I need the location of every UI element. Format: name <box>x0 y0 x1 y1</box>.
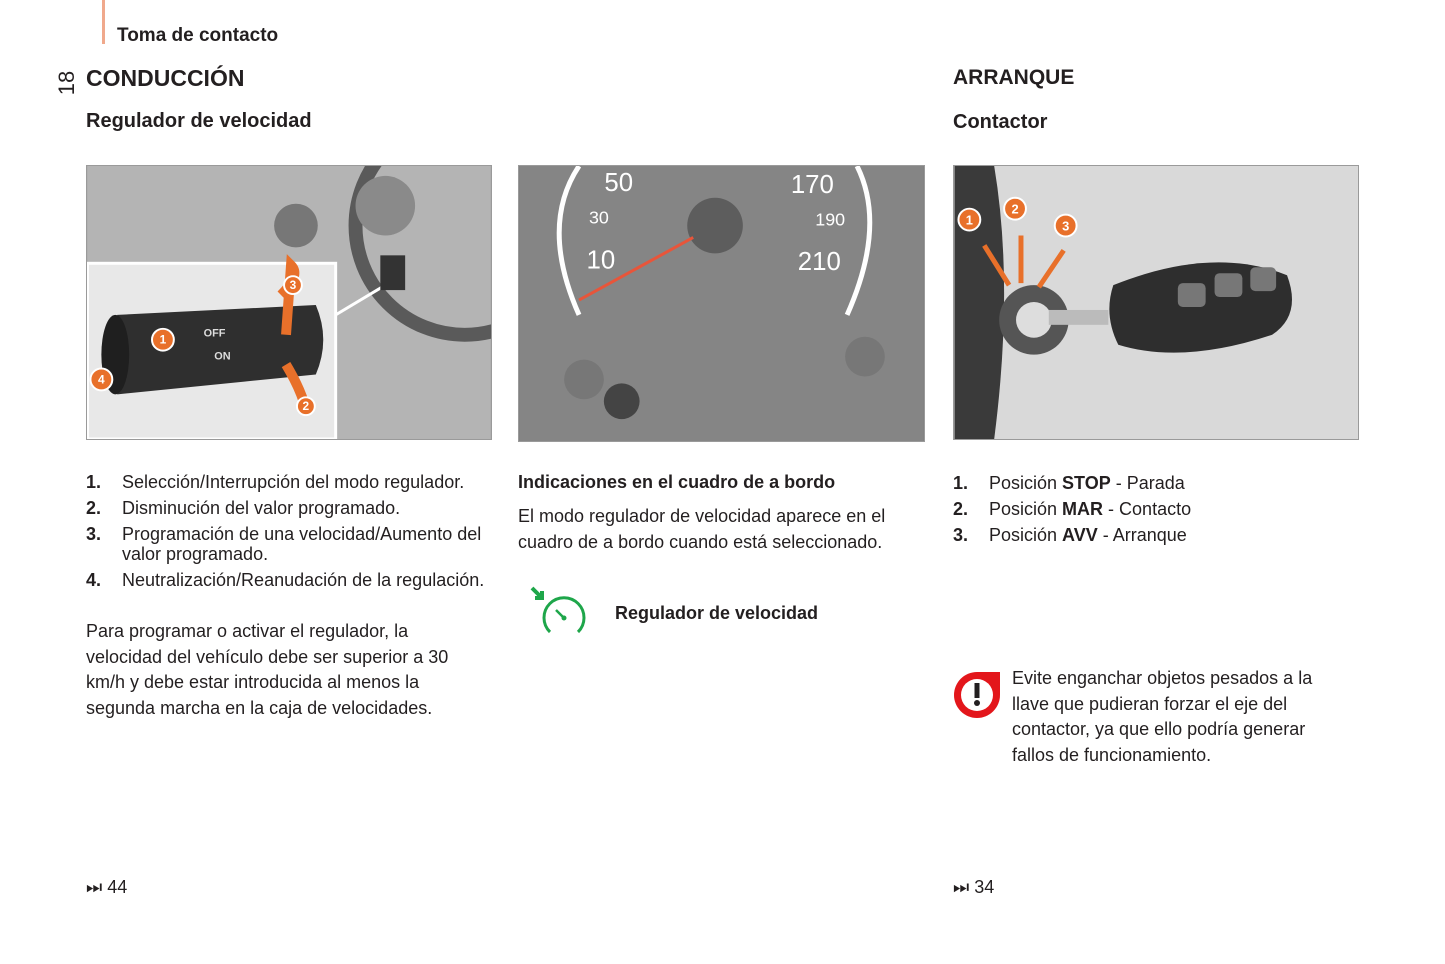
page-reference-44[interactable] <box>86 877 127 898</box>
section-title: Toma de contacto <box>117 25 279 46</box>
item-suffix: - Contacto <box>1103 499 1192 519</box>
page-reference-34[interactable] <box>953 877 994 898</box>
on-label: ON <box>214 350 231 363</box>
list-item <box>953 525 1353 545</box>
gauge-label: 190 <box>815 209 846 230</box>
item-number: 1. <box>86 472 102 492</box>
arranque-title: ARRANQUE <box>953 66 1075 89</box>
position-code: STOP <box>1062 473 1111 493</box>
gauge-label: 50 <box>604 168 634 197</box>
callout-4: 4 <box>98 372 105 387</box>
item-text <box>989 473 1185 493</box>
list-item <box>86 524 496 564</box>
instrument-cluster-image <box>518 165 925 442</box>
item-suffix: - Arranque <box>1097 525 1187 545</box>
ignition-key-image <box>953 165 1359 440</box>
dashboard-indications-heading: Indicaciones en el cuadro de a bordo <box>518 472 836 492</box>
item-text: Selección/Interrupción del modo regulador. <box>122 472 465 492</box>
position-code: MAR <box>1062 499 1104 519</box>
position-code: AVV <box>1062 525 1098 545</box>
item-prefix: Posición <box>989 499 1063 519</box>
contactor-subtitle: Contactor <box>953 111 1048 133</box>
item-text: Programación de una velocidad/Aumento del valor programado. <box>122 524 482 564</box>
list-item <box>86 498 496 518</box>
item-prefix: Posición <box>989 525 1063 545</box>
skip-forward-icon: ⏭ <box>86 877 103 897</box>
stalk-functions-list <box>86 472 496 596</box>
off-label: OFF <box>203 327 226 340</box>
list-item <box>953 473 1353 493</box>
cruise-control-stalk-image <box>86 165 492 440</box>
page-number: 18 <box>54 70 79 96</box>
header-accent-bar <box>102 0 105 44</box>
warning-text: Evite enganchar objetos pesados a la llave que pudieran forzar el eje del contactor, ya que ello podría generar fallos de funcionamiento. <box>1012 668 1313 765</box>
list-item <box>953 499 1353 519</box>
item-prefix: Posición <box>989 473 1063 493</box>
list-item <box>86 472 496 492</box>
item-suffix: - Parada <box>1110 473 1185 493</box>
activation-paragraph: Para programar o activar el regulador, la velocidad del vehículo debe ser superior a 30 km/h y debe estar introducida al menos la segunda marcha en la caja de velocidades. <box>86 621 449 718</box>
conduccion-title: CONDUCCIÓN <box>86 65 245 91</box>
gauge-label: 170 <box>790 170 834 199</box>
dashboard-paragraph: El modo regulador de velocidad aparece en el cuadro de a bordo cuando está seleccionado. <box>518 506 886 552</box>
skip-forward-icon: ⏭ <box>953 877 970 897</box>
item-number: 1. <box>953 473 969 493</box>
item-text: Disminución del valor programado. <box>122 498 401 518</box>
list-item <box>86 570 496 590</box>
key-positions-list <box>953 473 1353 551</box>
reference-number: 44 <box>107 877 128 897</box>
callout-1: 1 <box>965 212 973 228</box>
gauge-label: 210 <box>797 248 841 277</box>
cruise-control-indicator-icon <box>530 586 588 638</box>
item-text: Neutralización/Reanudación de la regulación. <box>122 570 485 590</box>
callout-3: 3 <box>1062 218 1070 234</box>
cruise-control-subtitle: Regulador de velocidad <box>86 110 312 132</box>
item-text <box>989 499 1191 519</box>
callout-1: 1 <box>159 332 167 347</box>
item-number: 2. <box>86 498 102 518</box>
item-number: 2. <box>953 499 969 519</box>
callout-3: 3 <box>289 278 297 293</box>
warning-icon <box>952 670 1002 720</box>
reference-number: 34 <box>974 877 995 897</box>
item-number: 3. <box>86 524 102 544</box>
callout-2: 2 <box>1011 201 1019 217</box>
gauge-label: 10 <box>586 246 616 275</box>
item-number: 4. <box>86 570 102 590</box>
gauge-label: 30 <box>588 207 609 228</box>
item-text <box>989 525 1187 545</box>
callout-2: 2 <box>302 399 310 414</box>
indicator-label: Regulador de velocidad <box>615 603 819 623</box>
item-number: 3. <box>953 525 969 545</box>
